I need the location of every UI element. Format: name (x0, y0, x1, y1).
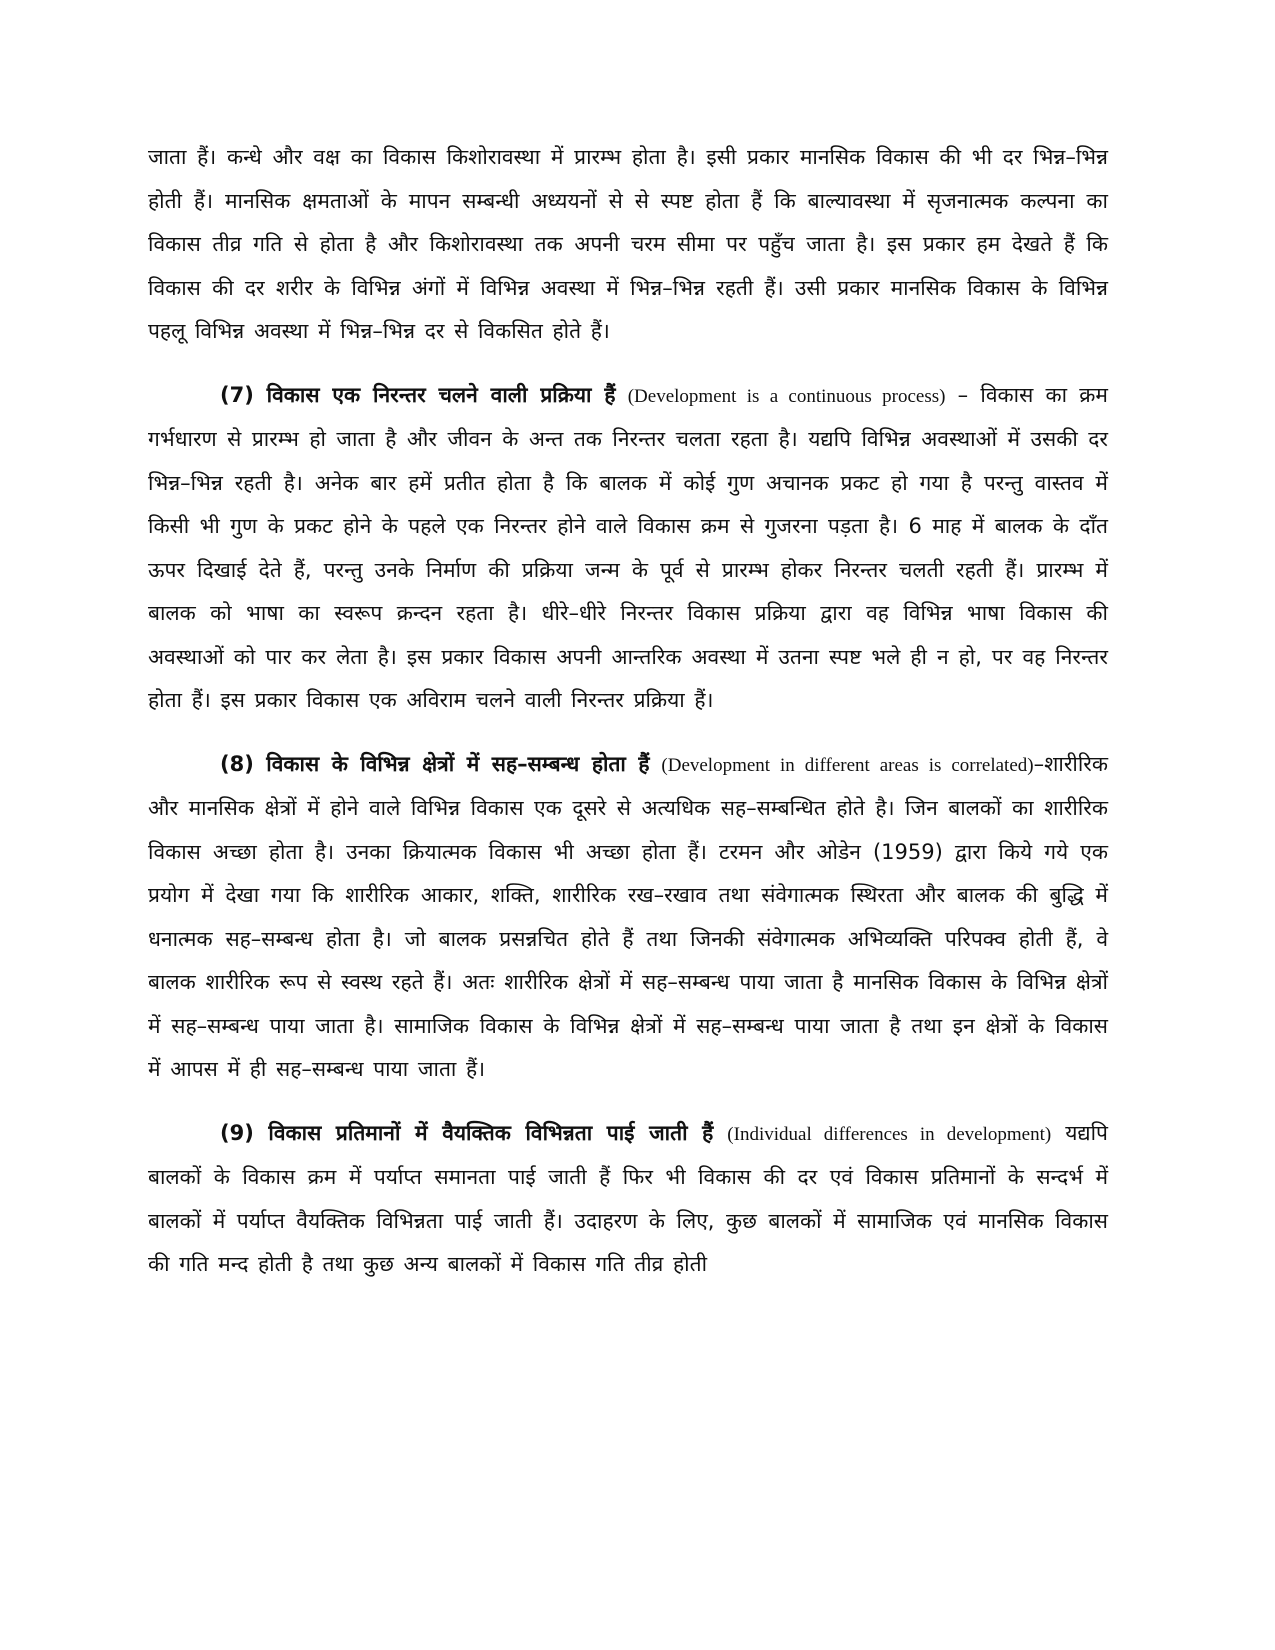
section-7-body: विकास का क्रम गर्भधारण से प्रारम्भ हो जाता है और जीवन के अन्त तक निरन्तर चलता रहता है। यद्यपि विभिन्न अवस्थाओं में उसकी दर भिन्न–भिन्न रहती है। अनेक बार हमें प्रतीत होता है कि बालक में कोई गुण अचानक प्रकट हो गया है परन्तु वास्तव में किसी भी गुण के प्रकट होने के पहले एक निरन्तर होने वाले विकास क्रम से गुजरना पड़ता है। 6 माह में बालक के दाँत ऊपर दिखाई देते हैं, परन्तु उनके निर्माण की प्रक्रिया जन्म के पूर्व से प्रारम्भ होकर निरन्तर चलती रहती हैं। प्रारम्भ में बालक को भाषा का स्वरूप क्रन्दन रहता है। धीरे–धीरे निरन्तर विकास प्रक्रिया द्वारा वह विभिन्न भाषा विकास की अवस्थाओं को पार कर लेता है। इस प्रकार विकास अपनी आन्तरिक अवस्था में उतना स्पष्ट भले ही न हो, पर वह निरन्तर होता हैं। इस प्रकार विकास एक अविराम चलने वाली निरन्तर प्रक्रिया हैं। (148, 382, 1108, 712)
section-8-heading: (8) विकास के विभिन्न क्षेत्रों में सह–सम्बन्ध होता हैं (220, 751, 650, 776)
section-9-paragraph (148, 1112, 1108, 1287)
document-page (148, 136, 1108, 1287)
section-7-separator: – (945, 382, 981, 407)
section-8-paragraph (148, 743, 1108, 1092)
section-9-separator (1051, 1121, 1065, 1145)
section-8-english-title: (Development in different areas is correlated) (661, 754, 1034, 776)
paragraph-body: जाता हैं। कन्धे और वक्ष का विकास किशोरावस्था में प्रारम्भ होता है। इसी प्रकार मानसिक विकास की भी दर भिन्न–भिन्न होती हैं। मानसिक क्षमताओं के मापन सम्बन्धी अध्ययनों से से स्पष्ट होता हैं कि बाल्यावस्था में सृजनात्मक कल्पना का विकास तीव्र गति से होता है और किशोरावस्था तक अपनी चरम सीमा पर पहुँच जाता है। इस प्रकार हम देखते हैं कि विकास की दर शरीर के विभिन्न अंगों में विभिन्न अवस्था में भिन्न–भिन्न रहती हैं। उसी प्रकार मानसिक विकास के विभिन्न पहलू विभिन्न अवस्था में भिन्न–भिन्न दर से विकसित होते हैं। (148, 145, 1108, 343)
section-8-separator: – (1033, 751, 1045, 776)
section-8-body: शारीरिक और मानसिक क्षेत्रों में होने वाले विभिन्न विकास एक दूसरे से अत्यधिक सह–सम्बन्धित होते है। जिन बालकों का शारीरिक विकास अच्छा होता है। उनका क्रियात्मक विकास भी अच्छा होता हैं। टरमन और ओडेन (1959) द्वारा किये गये एक प्रयोग में देखा गया कि शारीरिक आकार, शक्ति, शारीरिक रख–रखाव तथा संवेगात्मक स्थिरता और बालक की बुद्धि में धनात्मक सह–सम्बन्ध होता है। जो बालक प्रसन्नचित होते हैं तथा जिनकी संवेगात्मक अभिव्यक्ति परिपक्व होती हैं, वे बालक शारीरिक रूप से स्वस्थ रहते हैं। अतः शारीरिक क्षेत्रों में सह–सम्बन्ध पाया जाता है मानसिक विकास के विभिन्न क्षेत्रों में सह–सम्बन्ध पाया जाता है। सामाजिक विकास के विभिन्न क्षेत्रों में सह–सम्बन्ध पाया जाता है तथा इन क्षेत्रों के विकास में आपस में ही सह–सम्बन्ध पाया जाता हैं। (148, 751, 1108, 1081)
section-9-heading: (9) विकास प्रतिमानों में वैयक्तिक विभिन्नता पाई जाती हैं (220, 1120, 714, 1145)
section-7-english-title: (Development is a continuous process) (627, 385, 946, 407)
section-7-heading: (7) विकास एक निरन्तर चलने वाली प्रक्रिया हैं (220, 382, 616, 407)
section-9-english-title: (Individual differences in development) (727, 1123, 1052, 1145)
section-7-paragraph (148, 374, 1108, 723)
section-9-body: यद्यपि बालकों के विकास क्रम में पर्याप्त समानता पाई जाती हैं फिर भी विकास की दर एवं विकास प्रतिमानों के सन्दर्भ में बालकों में पर्याप्त वैयक्तिक विभिन्नता पाई जाती हैं। उदाहरण के लिए, कुछ बालकों में सामाजिक एवं मानसिक विकास की गति मन्द होती है तथा कुछ अन्य बालकों में विकास गति तीव्र होती (148, 1120, 1108, 1276)
paragraph-continuation (148, 136, 1108, 354)
